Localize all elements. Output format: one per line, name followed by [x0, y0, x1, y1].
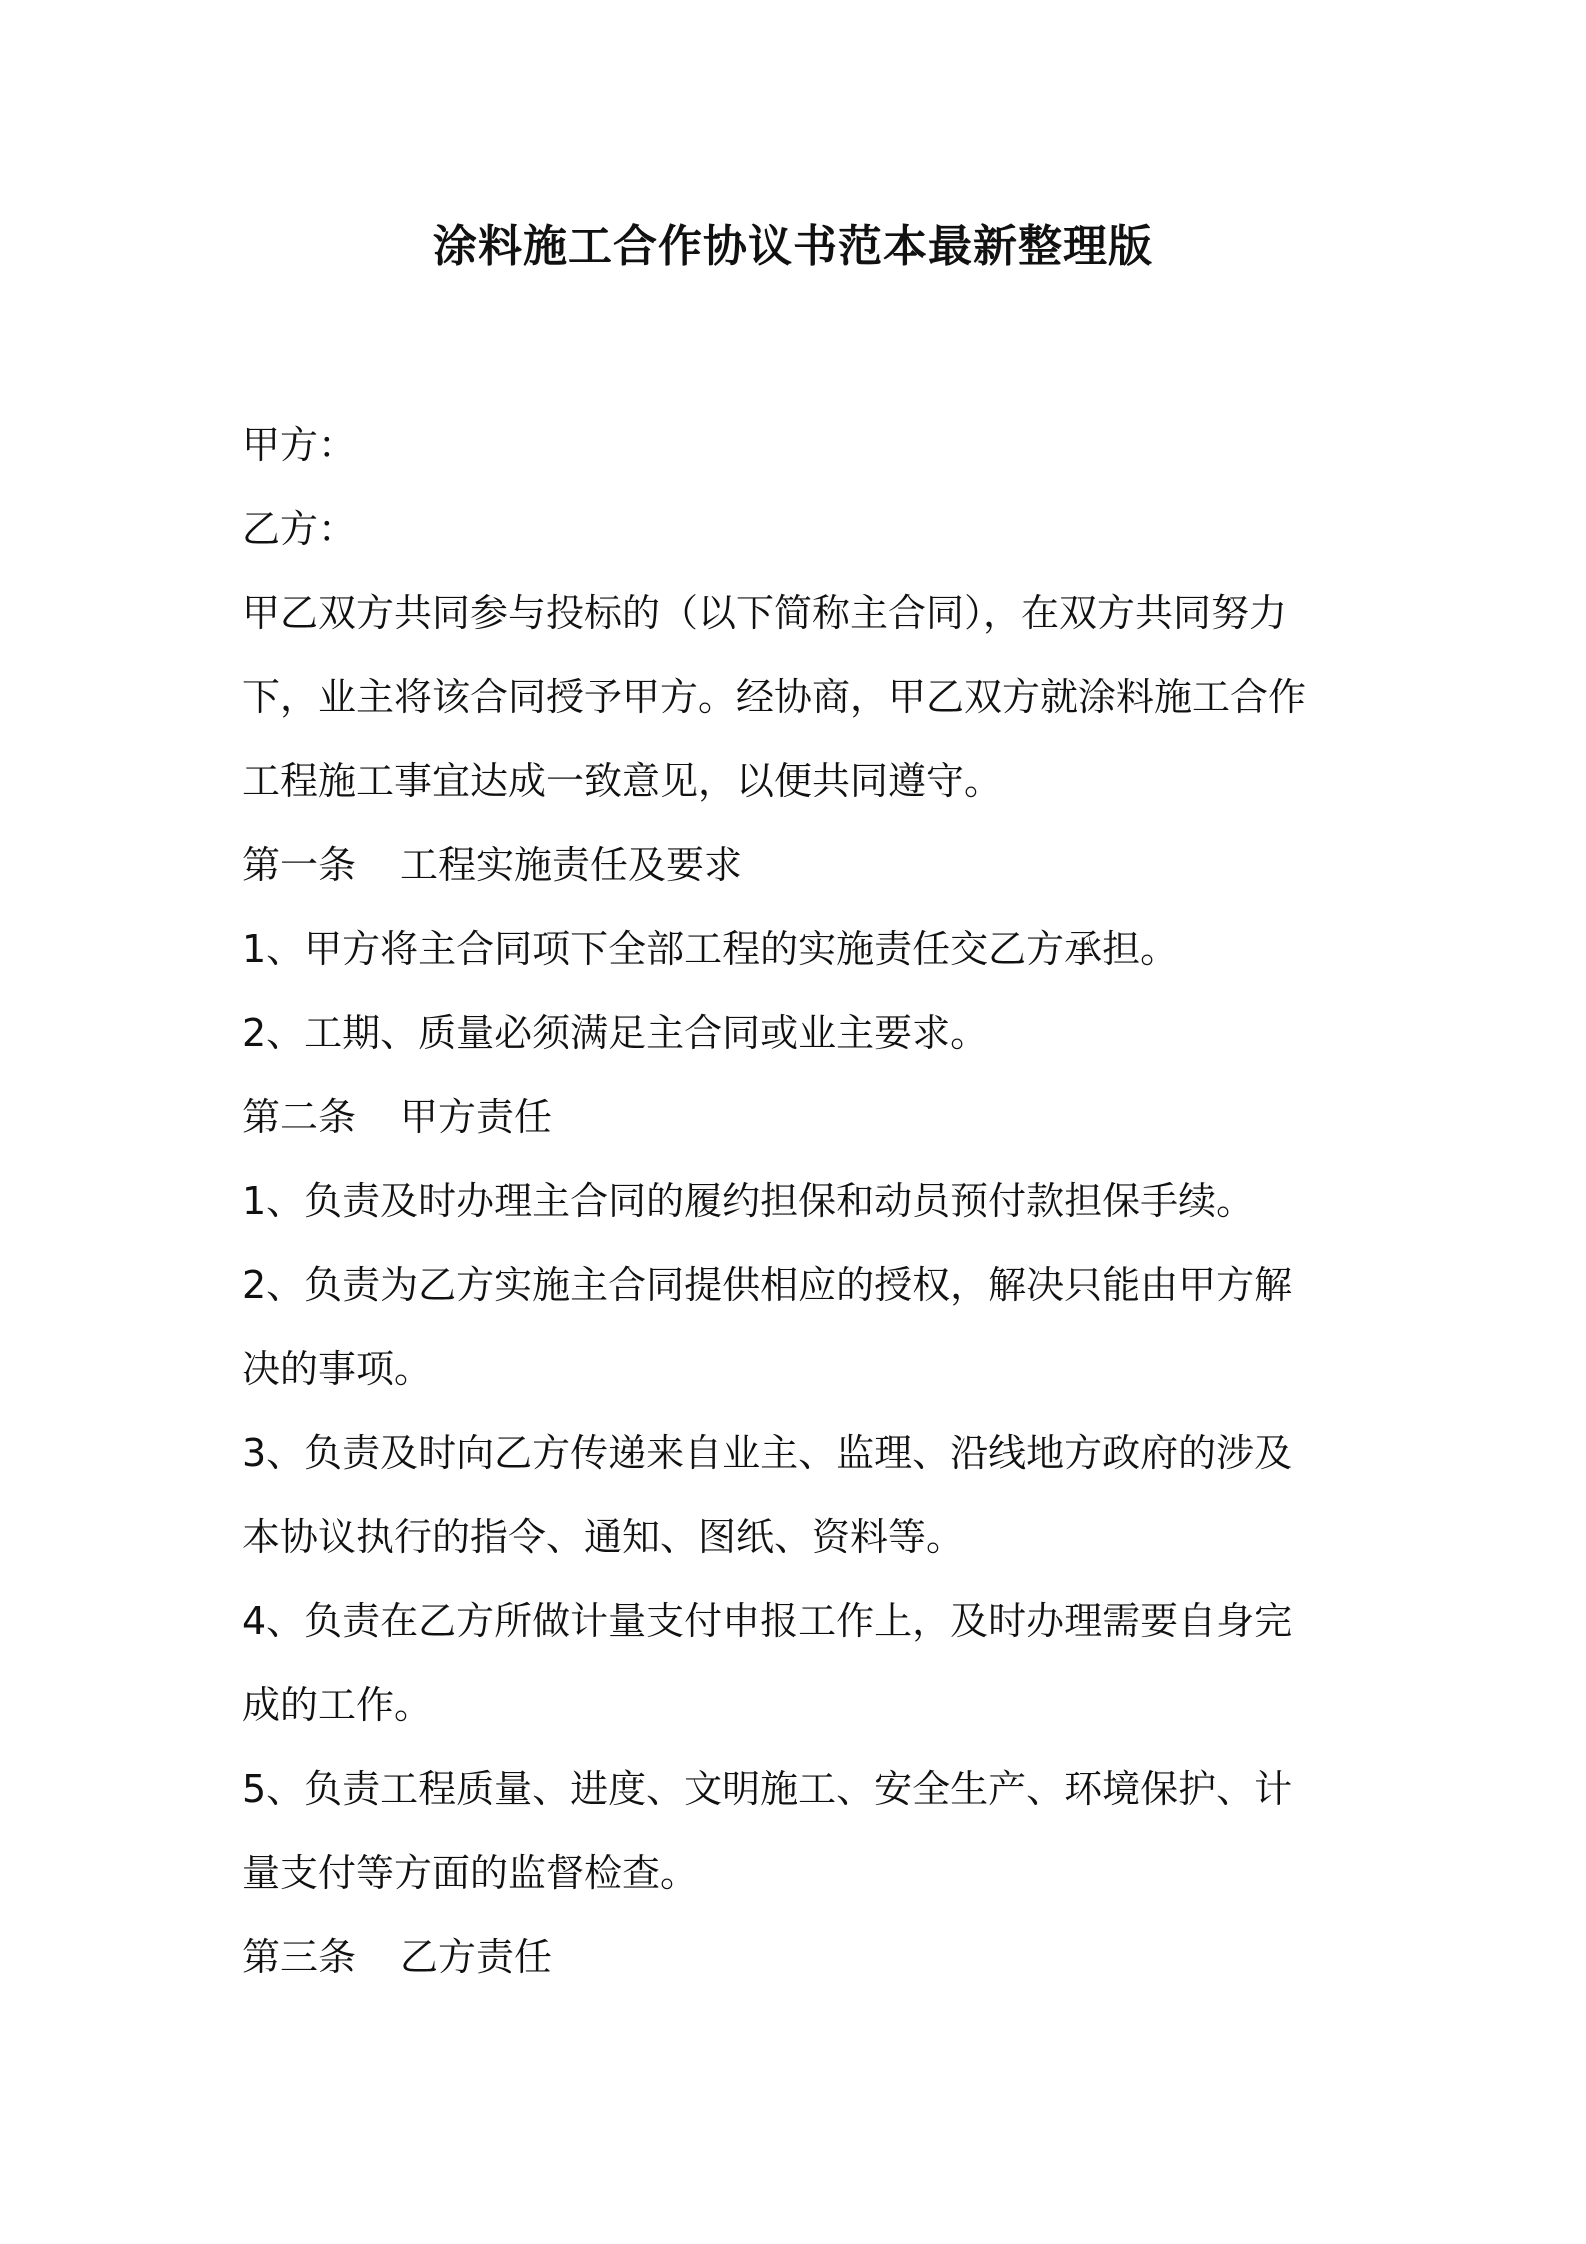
- article-2-item-4: 4、负责在乙方所做计量支付申报工作上，及时办理需要自身完: [242, 1599, 1293, 1643]
- article-title: 乙方责任: [400, 1935, 553, 1979]
- article-3-heading: [242, 1915, 1352, 1999]
- article-2-item-3: 3、负责及时向乙方传递来自业主、监理、沿线地方政府的涉及: [242, 1431, 1293, 1475]
- article-number: 第二条: [242, 1095, 357, 1139]
- article-2-item-4-cont: 成的工作。: [242, 1683, 433, 1727]
- article-1-item-2: 2、工期、质量必须满足主合同或业主要求。: [242, 1011, 989, 1055]
- document-body: [242, 403, 1352, 1999]
- article-1-heading: [242, 823, 1352, 907]
- article-2-item-1: 1、负责及时办理主合同的履约担保和动员预付款担保手续。: [242, 1179, 1255, 1223]
- intro-line: 下，业主将该合同授予甲方。经协商，甲乙双方就涂料施工合作: [242, 675, 1307, 719]
- article-title: 工程实施责任及要求: [400, 843, 743, 887]
- article-2-item-3-cont: 本协议执行的指令、通知、图纸、资料等。: [242, 1515, 965, 1559]
- intro-line: 甲乙双方共同参与投标的（以下简称主合同），在双方共同努力: [242, 591, 1288, 635]
- article-1-item-1: 1、甲方将主合同项下全部工程的实施责任交乙方承担。: [242, 927, 1179, 971]
- article-2-item-5: 5、负责工程质量、进度、文明施工、安全生产、环境保护、计: [242, 1767, 1293, 1811]
- article-2-item-5-cont: 量支付等方面的监督检查。: [242, 1851, 699, 1895]
- article-2-item-2: 2、负责为乙方实施主合同提供相应的授权，解决只能由甲方解: [242, 1263, 1293, 1307]
- intro-line: 工程施工事宜达成一致意见，以便共同遵守。: [242, 759, 1003, 803]
- party-b-label: 乙方：: [242, 507, 357, 551]
- article-2-item-2-cont: 决的事项。: [242, 1347, 433, 1391]
- document-title: 涂料施工合作协议书范本最新整理版: [433, 221, 1153, 272]
- article-number: 第一条: [242, 843, 357, 887]
- party-a-label: 甲方：: [242, 423, 357, 467]
- article-title: 甲方责任: [400, 1095, 553, 1139]
- article-2-heading: [242, 1075, 1352, 1159]
- article-number: 第三条: [242, 1935, 357, 1979]
